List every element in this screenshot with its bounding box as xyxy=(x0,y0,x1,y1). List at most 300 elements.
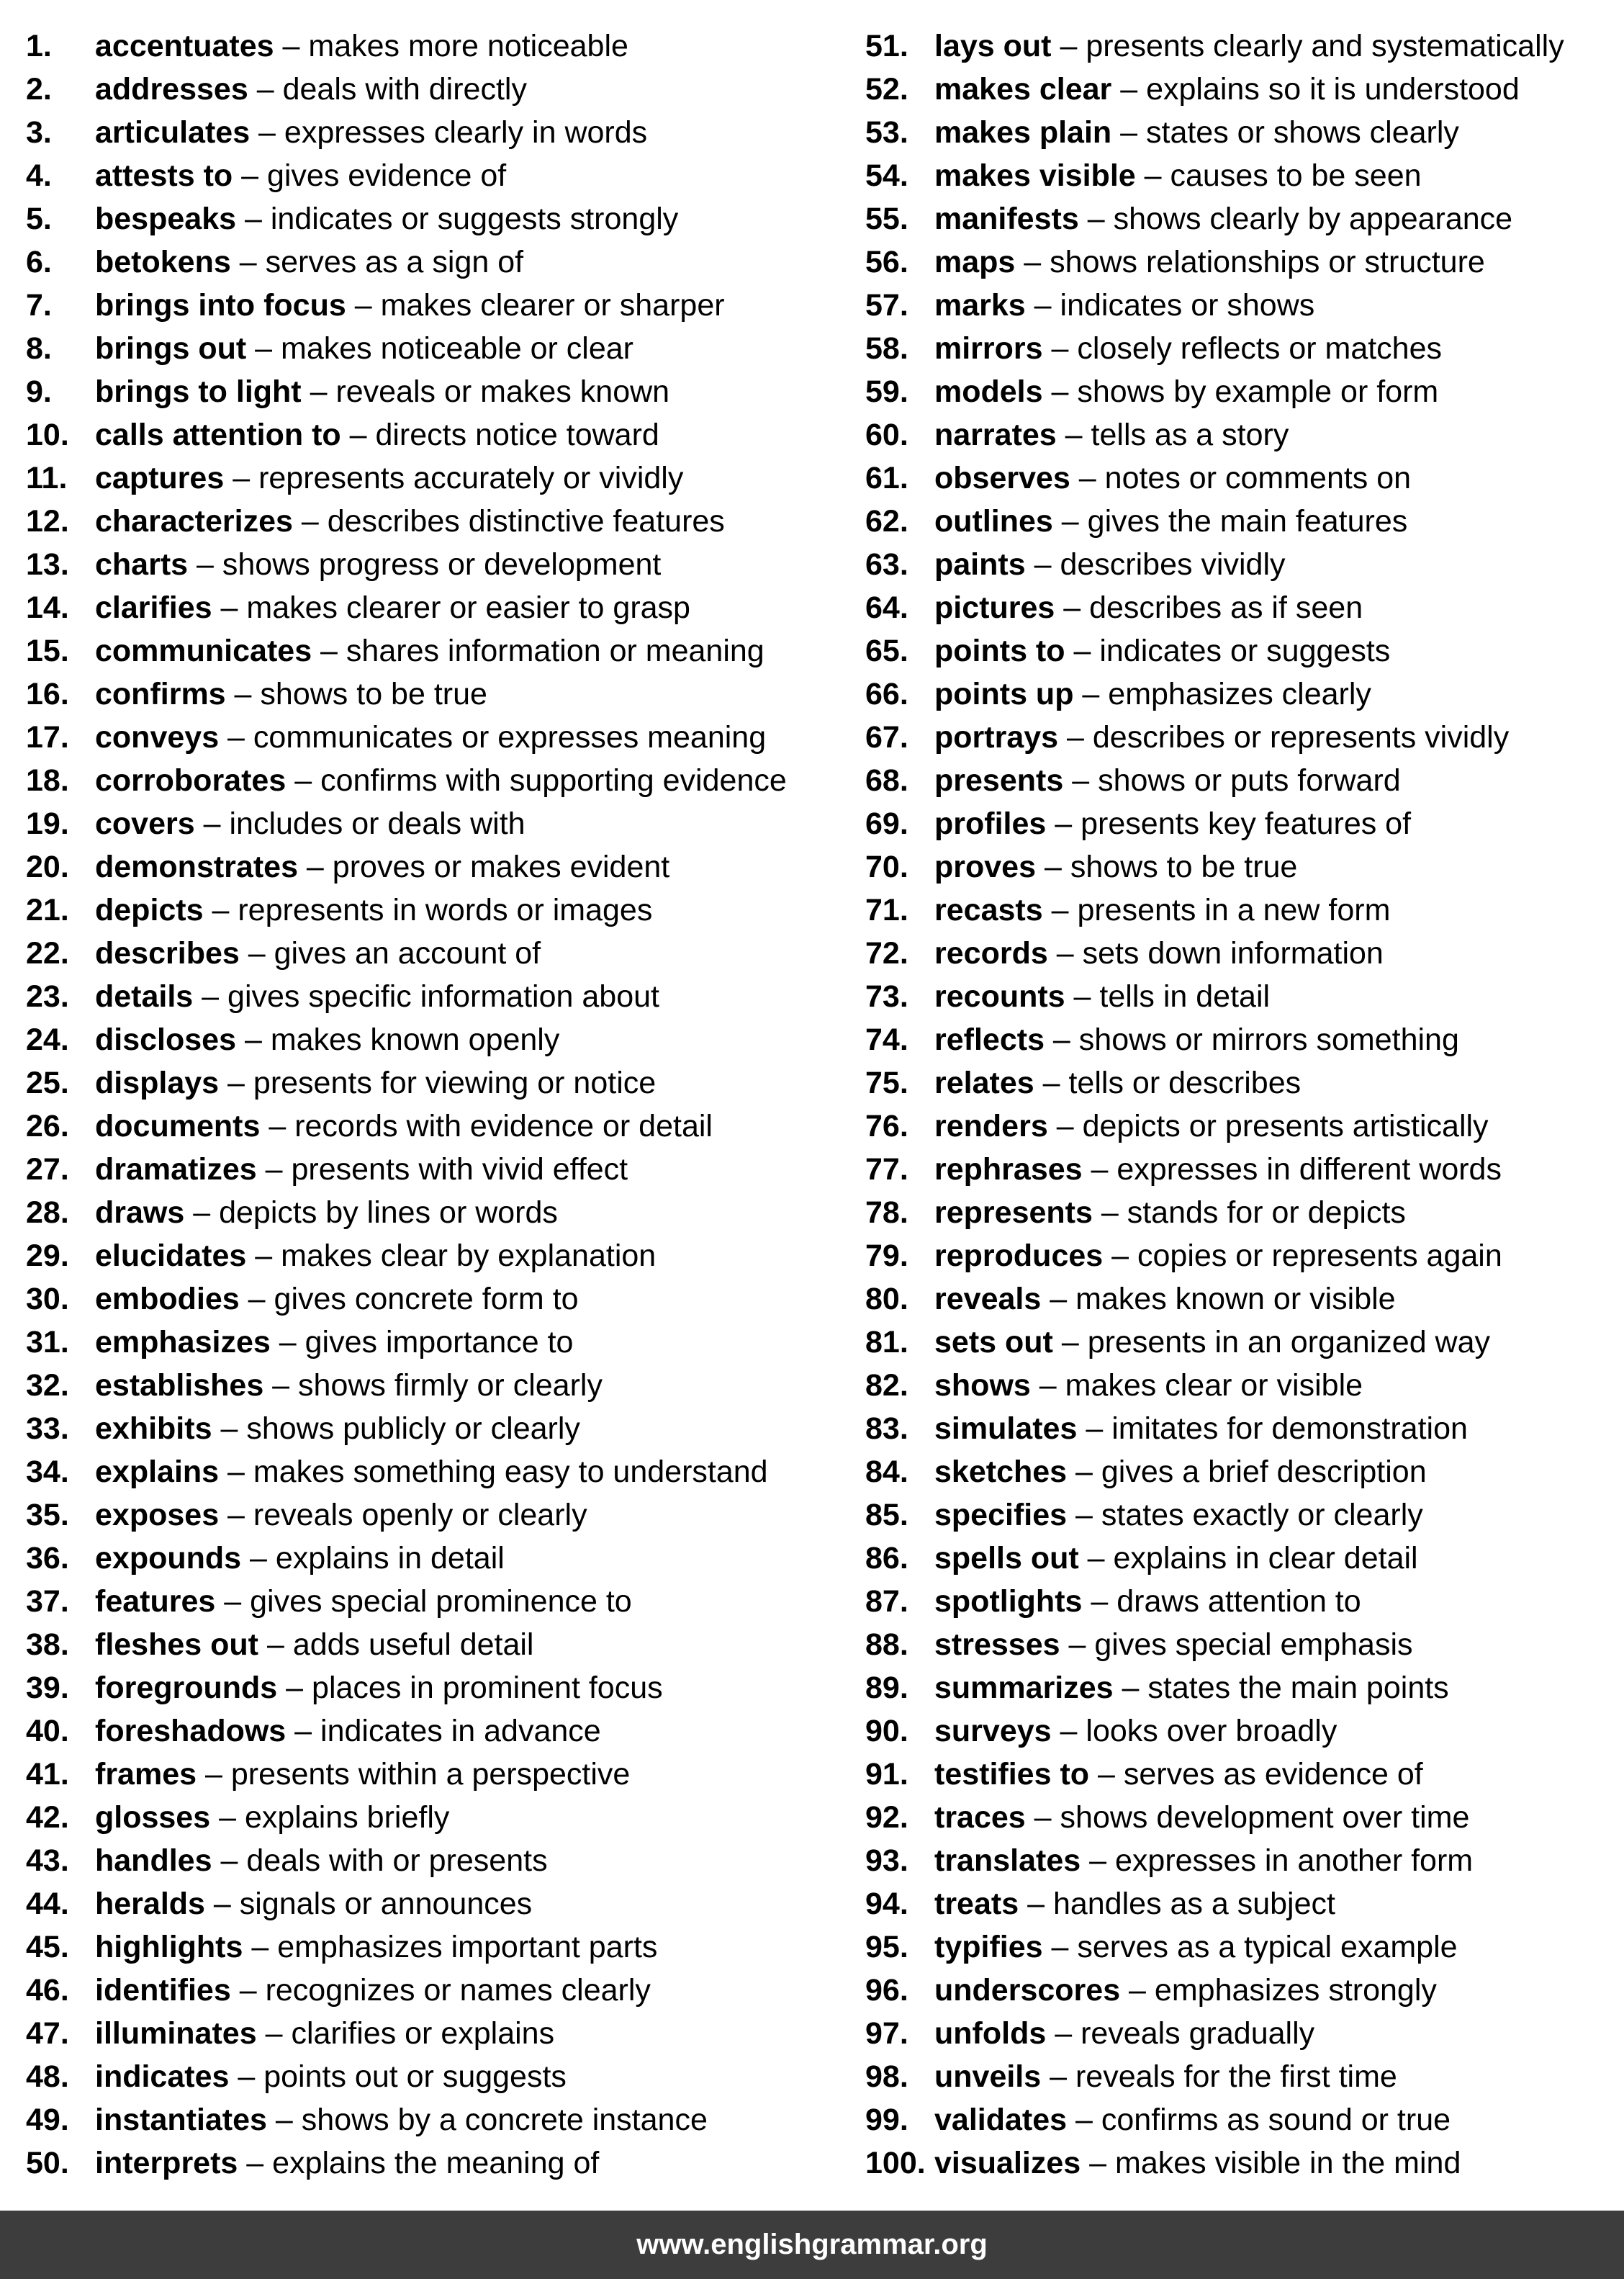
item-word: heralds xyxy=(95,1887,205,1921)
item-separator: – xyxy=(1089,1757,1124,1792)
item-separator: – xyxy=(1082,1584,1117,1619)
item-definition: shows clearly by appearance xyxy=(1113,202,1513,236)
item-number: 78. xyxy=(865,1195,908,1230)
item-number: 58. xyxy=(865,331,908,366)
item-separator: – xyxy=(1067,1455,1101,1489)
item-number: 79. xyxy=(865,1239,908,1273)
item-definition: shows to be true xyxy=(260,677,487,711)
item-separator: – xyxy=(1111,72,1147,107)
item-separator: – xyxy=(260,1109,295,1143)
item-definition: indicates or suggests strongly xyxy=(270,202,679,236)
list-item xyxy=(865,673,1614,716)
item-definition: confirms as sound or true xyxy=(1101,2103,1451,2137)
item-word: captures xyxy=(95,461,225,495)
item-separator: – xyxy=(277,1671,312,1705)
list-item xyxy=(26,1277,839,1321)
item-definition: directs notice toward xyxy=(375,418,659,452)
list-item xyxy=(865,1061,1614,1105)
item-word: charts xyxy=(95,547,189,582)
list-item xyxy=(26,2141,839,2185)
item-definition: presents for viewing or notice xyxy=(253,1066,657,1100)
item-definition: handles as a subject xyxy=(1052,1887,1335,1921)
item-separator: – xyxy=(1025,547,1060,582)
item-word: specifies xyxy=(934,1498,1068,1532)
list-item xyxy=(865,500,1614,543)
list-item xyxy=(26,889,839,932)
item-separator: – xyxy=(1060,1627,1095,1662)
list-item xyxy=(865,68,1614,111)
item-definition: gives importance to xyxy=(304,1325,574,1359)
list-item xyxy=(865,1709,1614,1753)
item-number: 16. xyxy=(26,677,69,711)
item-definition: shows progress or development xyxy=(222,547,662,582)
list-item xyxy=(26,327,839,370)
list-item xyxy=(26,1493,839,1537)
item-definition: tells as a story xyxy=(1091,418,1289,452)
item-definition: makes known or visible xyxy=(1075,1282,1396,1316)
item-separator: – xyxy=(219,1455,253,1489)
item-definition: draws attention to xyxy=(1116,1584,1361,1619)
item-word: articulates xyxy=(95,115,251,150)
item-word: conveys xyxy=(95,720,220,755)
list-item xyxy=(865,1450,1614,1493)
list-item xyxy=(26,197,839,241)
item-separator: – xyxy=(246,331,281,366)
list-item xyxy=(26,1925,839,1969)
item-word: marks xyxy=(934,288,1026,323)
item-word: calls attention to xyxy=(95,418,341,452)
item-definition: makes noticeable or clear xyxy=(281,331,633,366)
item-number: 93. xyxy=(865,1843,908,1878)
item-separator: – xyxy=(1065,634,1100,668)
item-word: interprets xyxy=(95,2146,238,2180)
item-separator: – xyxy=(297,850,333,884)
item-separator: – xyxy=(1034,1066,1069,1100)
item-separator: – xyxy=(215,1584,251,1619)
list-item xyxy=(26,1969,839,2012)
item-word: pictures xyxy=(934,590,1055,625)
list-item xyxy=(26,673,839,716)
item-number: 87. xyxy=(865,1584,908,1619)
list-item xyxy=(865,543,1614,586)
list-item xyxy=(865,1882,1614,1925)
item-definition: gives special prominence to xyxy=(250,1584,632,1619)
item-number: 80. xyxy=(865,1282,908,1316)
item-number: 23. xyxy=(26,979,69,1014)
item-separator: – xyxy=(1052,1325,1088,1359)
item-word: recasts xyxy=(934,893,1043,927)
item-number: 4. xyxy=(26,158,52,193)
item-word: typifies xyxy=(934,1930,1043,1964)
item-word: glosses xyxy=(95,1800,211,1835)
item-definition: reveals openly or clearly xyxy=(253,1498,587,1532)
item-number: 42. xyxy=(26,1800,69,1835)
item-number: 94. xyxy=(865,1887,908,1921)
item-word: models xyxy=(934,374,1043,409)
item-definition: communicates or expresses meaning xyxy=(253,720,767,755)
item-definition: presents with vivid effect xyxy=(291,1152,628,1187)
item-definition: points out or suggests xyxy=(263,2059,567,2094)
item-word: fleshes out xyxy=(95,1627,258,1662)
item-number: 68. xyxy=(865,763,908,798)
item-separator: – xyxy=(1056,418,1091,452)
item-word: dramatizes xyxy=(95,1152,257,1187)
item-number: 50. xyxy=(26,2146,69,2180)
list-item xyxy=(865,2012,1614,2055)
list-item xyxy=(26,1018,839,1061)
footer-bar xyxy=(0,2211,1624,2279)
list-item xyxy=(865,1018,1614,1061)
item-definition: serves as a sign of xyxy=(265,245,524,279)
item-definition: indicates or shows xyxy=(1060,288,1315,323)
item-number: 66. xyxy=(865,677,908,711)
item-separator: – xyxy=(270,1325,305,1359)
item-number: 98. xyxy=(865,2059,908,2094)
item-word: brings out xyxy=(95,331,247,366)
item-word: spotlights xyxy=(934,1584,1083,1619)
item-definition: stands for or depicts xyxy=(1127,1195,1406,1230)
item-definition: describes as if seen xyxy=(1089,590,1363,625)
item-word: displays xyxy=(95,1066,220,1100)
list-item xyxy=(26,1839,839,1882)
list-item xyxy=(26,1105,839,1148)
item-word: treats xyxy=(934,1887,1019,1921)
item-separator: – xyxy=(1042,1930,1078,1964)
item-number: 90. xyxy=(865,1714,908,1748)
item-separator: – xyxy=(243,1930,278,1964)
item-definition: makes more noticeable xyxy=(308,29,628,63)
item-number: 53. xyxy=(865,115,908,150)
item-number: 40. xyxy=(26,1714,69,1748)
list-item xyxy=(865,197,1614,241)
list-item xyxy=(865,1969,1614,2012)
item-definition: states the main points xyxy=(1147,1671,1449,1705)
item-number: 14. xyxy=(26,590,69,625)
item-separator: – xyxy=(230,1973,266,2008)
item-number: 38. xyxy=(26,1627,69,1662)
item-definition: shows development over time xyxy=(1060,1800,1470,1835)
item-definition: imitates for demonstration xyxy=(1111,1411,1468,1446)
list-item xyxy=(26,1753,839,1796)
item-word: indicates xyxy=(95,2059,230,2094)
item-definition: explains briefly xyxy=(244,1800,450,1835)
item-number: 71. xyxy=(865,893,908,927)
item-number: 5. xyxy=(26,202,52,236)
list-item xyxy=(26,1882,839,1925)
item-separator: – xyxy=(1058,720,1093,755)
list-item xyxy=(26,932,839,975)
item-word: presents xyxy=(934,763,1064,798)
item-word: exposes xyxy=(95,1498,220,1532)
item-word: summarizes xyxy=(934,1671,1114,1705)
item-definition: expresses clearly in words xyxy=(284,115,648,150)
item-number: 48. xyxy=(26,2059,69,2094)
item-number: 28. xyxy=(26,1195,69,1230)
item-definition: presents clearly and systematically xyxy=(1086,29,1564,63)
item-word: highlights xyxy=(95,1930,243,1964)
list-item xyxy=(26,154,839,197)
item-number: 35. xyxy=(26,1498,69,1532)
item-separator: – xyxy=(1078,202,1114,236)
item-word: visualizes xyxy=(934,2146,1081,2180)
item-word: manifests xyxy=(934,202,1079,236)
item-separator: – xyxy=(1081,2146,1115,2180)
list-item xyxy=(865,1105,1614,1148)
item-separator: – xyxy=(203,893,238,927)
item-number: 86. xyxy=(865,1541,908,1575)
list-item xyxy=(865,1925,1614,1969)
list-item xyxy=(26,1191,839,1234)
item-separator: – xyxy=(1044,1022,1079,1057)
item-number: 92. xyxy=(865,1800,908,1835)
item-definition: represents in words or images xyxy=(238,893,653,927)
item-word: spells out xyxy=(934,1541,1079,1575)
item-separator: – xyxy=(1113,1671,1148,1705)
item-number: 76. xyxy=(865,1109,908,1143)
item-number: 34. xyxy=(26,1455,69,1489)
list-item xyxy=(26,759,839,802)
item-number: 56. xyxy=(865,245,908,279)
item-word: emphasizes xyxy=(95,1325,271,1359)
item-separator: – xyxy=(263,1368,299,1403)
item-number: 29. xyxy=(26,1239,69,1273)
item-number: 81. xyxy=(865,1325,908,1359)
item-separator: – xyxy=(1036,850,1070,884)
item-word: handles xyxy=(95,1843,212,1878)
item-definition: tells in detail xyxy=(1099,979,1271,1014)
item-separator: – xyxy=(1078,1541,1114,1575)
item-number: 44. xyxy=(26,1887,69,1921)
item-number: 15. xyxy=(26,634,69,668)
list-item xyxy=(26,1148,839,1191)
item-number: 59. xyxy=(865,374,908,409)
item-separator: – xyxy=(250,115,284,150)
item-word: characterizes xyxy=(95,504,293,539)
item-definition: confirms with supporting evidence xyxy=(320,763,787,798)
list-item xyxy=(26,1666,839,1709)
item-separator: – xyxy=(204,1887,240,1921)
item-number: 60. xyxy=(865,418,908,452)
item-number: 77. xyxy=(865,1152,908,1187)
item-word: outlines xyxy=(934,504,1053,539)
word-list-right-column xyxy=(865,24,1614,2185)
item-separator: – xyxy=(258,1627,293,1662)
item-word: bespeaks xyxy=(95,202,237,236)
item-word: renders xyxy=(934,1109,1048,1143)
item-number: 6. xyxy=(26,245,52,279)
item-separator: – xyxy=(212,1843,247,1878)
item-separator: – xyxy=(1052,504,1088,539)
list-item xyxy=(26,500,839,543)
list-item xyxy=(26,802,839,845)
item-number: 25. xyxy=(26,1066,69,1100)
item-definition: makes something easy to understand xyxy=(253,1455,768,1489)
item-separator: – xyxy=(1103,1239,1138,1273)
item-word: simulates xyxy=(934,1411,1078,1446)
word-list-left-column xyxy=(26,24,839,2185)
list-item xyxy=(26,1796,839,1839)
item-number: 62. xyxy=(865,504,908,539)
item-separator: – xyxy=(230,245,266,279)
item-definition: gives special emphasis xyxy=(1094,1627,1413,1662)
list-item xyxy=(26,1234,839,1277)
list-item xyxy=(865,716,1614,759)
list-item xyxy=(865,24,1614,68)
item-definition: makes visible in the mind xyxy=(1115,2146,1461,2180)
item-number: 18. xyxy=(26,763,69,798)
item-number: 83. xyxy=(865,1411,908,1446)
item-definition: emphasizes strongly xyxy=(1154,1973,1437,2008)
item-definition: clarifies or explains xyxy=(291,2016,555,2051)
item-number: 45. xyxy=(26,1930,69,1964)
item-definition: looks over broadly xyxy=(1086,1714,1337,1748)
item-word: expounds xyxy=(95,1541,242,1575)
item-word: paints xyxy=(934,547,1026,582)
item-number: 74. xyxy=(865,1022,908,1057)
list-item xyxy=(865,1537,1614,1580)
list-item xyxy=(26,2098,839,2141)
item-definition: represents accurately or vividly xyxy=(258,461,684,495)
list-item xyxy=(865,1666,1614,1709)
item-number: 70. xyxy=(865,850,908,884)
item-word: documents xyxy=(95,1109,261,1143)
item-word: identifies xyxy=(95,1973,231,2008)
list-item xyxy=(865,932,1614,975)
item-separator: – xyxy=(239,1282,274,1316)
item-definition: states or shows clearly xyxy=(1146,115,1459,150)
item-separator: – xyxy=(1081,1843,1115,1878)
list-item xyxy=(865,889,1614,932)
item-word: recounts xyxy=(934,979,1065,1014)
item-separator: – xyxy=(1019,1887,1053,1921)
item-definition: presents in a new form xyxy=(1077,893,1391,927)
item-number: 32. xyxy=(26,1368,69,1403)
item-word: exhibits xyxy=(95,1411,212,1446)
item-word: corroborates xyxy=(95,763,287,798)
item-separator: – xyxy=(1051,1714,1086,1748)
item-separator: – xyxy=(256,2016,292,2051)
item-word: makes visible xyxy=(934,158,1136,193)
item-number: 43. xyxy=(26,1843,69,1878)
item-separator: – xyxy=(1046,806,1081,841)
list-item xyxy=(865,975,1614,1018)
item-number: 88. xyxy=(865,1627,908,1662)
item-definition: makes known openly xyxy=(270,1022,560,1057)
item-word: sketches xyxy=(934,1455,1068,1489)
item-definition: makes clearer or sharper xyxy=(380,288,725,323)
item-number: 17. xyxy=(26,720,69,755)
list-item xyxy=(26,1623,839,1666)
item-word: demonstrates xyxy=(95,850,298,884)
item-definition: copies or represents again xyxy=(1137,1239,1502,1273)
item-number: 12. xyxy=(26,504,69,539)
item-word: brings into focus xyxy=(95,288,346,323)
item-definition: serves as a typical example xyxy=(1077,1930,1458,1964)
item-definition: indicates or suggests xyxy=(1099,634,1391,668)
item-separator: – xyxy=(233,158,267,193)
list-item xyxy=(26,457,839,500)
item-number: 52. xyxy=(865,72,908,107)
item-number: 51. xyxy=(865,29,908,63)
item-word: discloses xyxy=(95,1022,236,1057)
item-word: instantiates xyxy=(95,2103,267,2137)
item-separator: – xyxy=(1025,288,1060,323)
list-item xyxy=(26,2055,839,2098)
item-number: 72. xyxy=(865,936,908,971)
list-item xyxy=(26,1450,839,1493)
item-definition: recognizes or names clearly xyxy=(265,1973,651,2008)
item-number: 65. xyxy=(865,634,908,668)
item-definition: states exactly or clearly xyxy=(1101,1498,1423,1532)
item-word: mirrors xyxy=(934,331,1043,366)
item-number: 22. xyxy=(26,936,69,971)
item-separator: – xyxy=(224,461,259,495)
item-number: 47. xyxy=(26,2016,69,2051)
item-separator: – xyxy=(212,1411,247,1446)
list-item xyxy=(865,1839,1614,1882)
item-separator: – xyxy=(188,547,222,582)
item-number: 7. xyxy=(26,288,52,323)
list-item xyxy=(26,1364,839,1407)
item-definition: shows or puts forward xyxy=(1098,763,1401,798)
item-number: 54. xyxy=(865,158,908,193)
item-separator: – xyxy=(346,288,381,323)
footer-website-url: www.englishgrammar.org xyxy=(636,2229,988,2260)
item-definition: shows relationships or structure xyxy=(1050,245,1485,279)
list-item xyxy=(865,413,1614,457)
item-word: reflects xyxy=(934,1022,1045,1057)
item-separator: – xyxy=(193,979,228,1014)
item-definition: records with evidence or detail xyxy=(294,1109,713,1143)
item-separator: – xyxy=(248,72,283,107)
item-separator: – xyxy=(219,1498,253,1532)
item-number: 84. xyxy=(865,1455,908,1489)
item-word: unveils xyxy=(934,2059,1042,2094)
list-item xyxy=(865,586,1614,629)
item-word: records xyxy=(934,936,1048,971)
item-separator: – xyxy=(1067,1498,1101,1532)
item-definition: deals with or presents xyxy=(246,1843,548,1878)
item-separator: – xyxy=(340,418,376,452)
item-definition: explains the meaning of xyxy=(272,2146,600,2180)
list-item xyxy=(26,241,839,284)
item-word: embodies xyxy=(95,1282,240,1316)
item-separator: – xyxy=(1077,1411,1112,1446)
list-item xyxy=(26,1321,839,1364)
item-definition: serves as evidence of xyxy=(1123,1757,1423,1792)
item-number: 9. xyxy=(26,374,52,409)
item-number: 37. xyxy=(26,1584,69,1619)
item-definition: explains in clear detail xyxy=(1113,1541,1418,1575)
item-word: attests to xyxy=(95,158,233,193)
item-number: 69. xyxy=(865,806,908,841)
item-separator: – xyxy=(212,590,247,625)
list-item xyxy=(26,1709,839,1753)
item-separator: – xyxy=(1046,2016,1081,2051)
item-definition: proves or makes evident xyxy=(332,850,670,884)
item-number: 26. xyxy=(26,1109,69,1143)
item-definition: presents within a perspective xyxy=(230,1757,631,1792)
item-word: shows xyxy=(934,1368,1031,1403)
item-separator: – xyxy=(197,1757,231,1792)
item-number: 36. xyxy=(26,1541,69,1575)
list-item xyxy=(26,413,839,457)
item-word: narrates xyxy=(934,418,1057,452)
item-separator: – xyxy=(266,2103,302,2137)
item-word: traces xyxy=(934,1800,1026,1835)
item-word: stresses xyxy=(934,1627,1060,1662)
item-number: 75. xyxy=(865,1066,908,1100)
